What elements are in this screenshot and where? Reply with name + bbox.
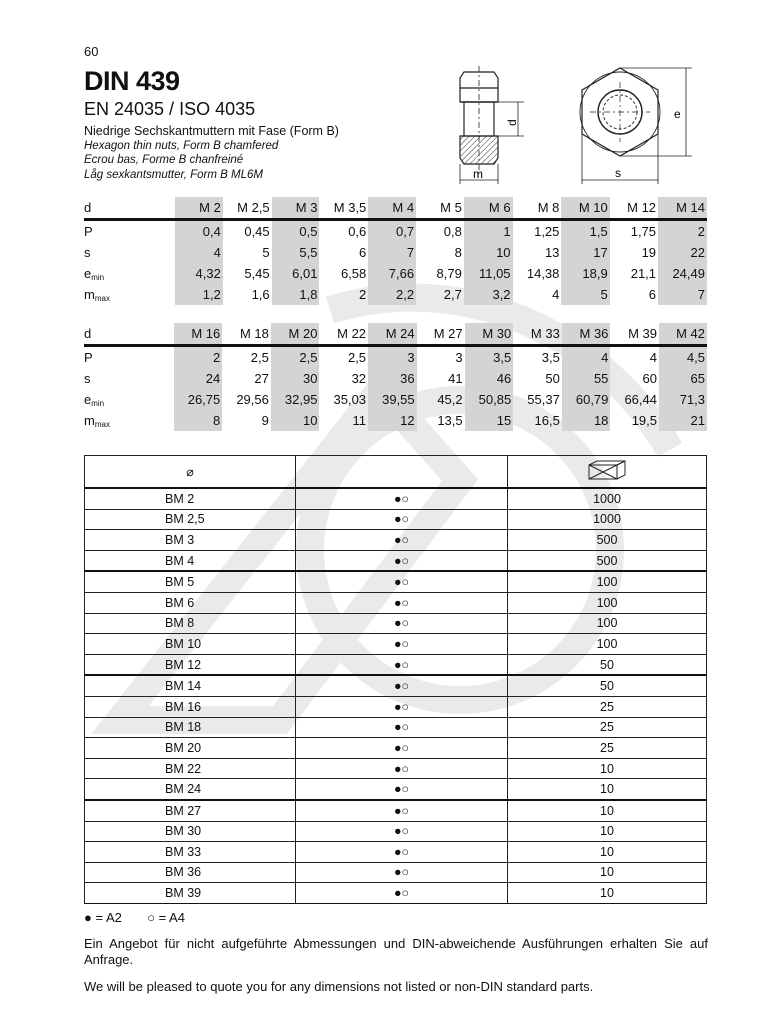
dimension-row <box>84 263 707 284</box>
dimension-row <box>84 346 707 369</box>
row-label <box>84 368 174 389</box>
quantity-cell: 1000 <box>508 509 707 530</box>
value-cell: 32 <box>351 371 367 386</box>
value-cell: 3,5 <box>465 346 514 369</box>
packaging-row <box>85 821 707 842</box>
value-cell: 35,03 <box>333 392 367 407</box>
material-cell: ●○ <box>296 800 508 821</box>
value-cell: 12 <box>368 410 417 431</box>
material-cell: ●○ <box>296 530 508 551</box>
material-cell: ●○ <box>296 550 508 571</box>
value-cell: 32,95 <box>271 389 320 410</box>
value-cell: 0,45 <box>244 224 270 239</box>
page-title: DIN 439 <box>84 66 180 96</box>
quantity-cell: 100 <box>508 613 707 634</box>
size-header-row <box>84 197 707 220</box>
size-cell: M 14 <box>658 197 707 220</box>
size-cell: BM 12 <box>85 654 296 675</box>
value-cell: 55,37 <box>527 392 560 407</box>
value-cell: 2 <box>174 346 223 369</box>
size-cell: M 18 <box>222 323 271 346</box>
value-cell: 1,2 <box>175 284 223 305</box>
size-cell: BM 16 <box>85 696 296 717</box>
packaging-row <box>85 717 707 738</box>
size-cell: M 30 <box>465 323 514 346</box>
quantity-cell: 50 <box>508 654 707 675</box>
value-cell: 45,2 <box>437 392 463 407</box>
value-cell: 27 <box>254 371 269 386</box>
value-cell: 50,85 <box>465 389 514 410</box>
label-d: d <box>505 119 519 126</box>
value-cell: 11,05 <box>464 263 513 284</box>
value-cell: 2 <box>658 220 707 243</box>
value-cell: 17 <box>561 242 609 263</box>
value-cell: 16,5 <box>534 413 560 428</box>
value-cell: 3 <box>455 350 463 365</box>
size-cell: BM 14 <box>85 675 296 696</box>
value-cell: 21 <box>659 410 707 431</box>
quantity-cell: 10 <box>508 779 707 800</box>
material-cell: ●○ <box>296 842 508 863</box>
material-cell: ●○ <box>296 862 508 883</box>
row-label <box>84 346 174 369</box>
size-cell: M 12 <box>610 197 658 220</box>
value-cell: 7 <box>658 284 707 305</box>
material-cell: ●○ <box>296 696 508 717</box>
packaging-row <box>85 675 707 696</box>
size-cell: M 3 <box>272 197 320 220</box>
material-cell: ●○ <box>296 758 508 779</box>
size-cell: BM 24 <box>85 779 296 800</box>
legend-a2: ● = A2 <box>84 910 122 925</box>
size-cell: BM 3 <box>85 530 296 551</box>
size-cell: BM 18 <box>85 717 296 738</box>
value-cell: 2,5 <box>250 350 269 365</box>
value-cell: 4 <box>175 242 223 263</box>
value-cell: 19,5 <box>631 413 657 428</box>
value-cell: 55 <box>562 368 611 389</box>
packaging-row <box>85 654 707 675</box>
row-label <box>84 263 175 284</box>
material-cell: ●○ <box>296 509 508 530</box>
value-cell: 30 <box>271 368 320 389</box>
value-cell: 1 <box>464 220 513 243</box>
value-cell: 18,9 <box>561 263 609 284</box>
value-cell: 1,75 <box>630 224 657 239</box>
size-cell: BM 20 <box>85 738 296 759</box>
quantity-cell: 25 <box>508 738 707 759</box>
row-label-symbol: s <box>84 245 91 260</box>
diameter-symbol-icon: ⌀ <box>186 465 194 479</box>
dimension-table-large <box>84 323 707 431</box>
quantity-cell: 100 <box>508 571 707 592</box>
size-cell: BM 39 <box>85 883 296 904</box>
quantity-cell: 1000 <box>508 488 707 509</box>
value-cell: 1,8 <box>272 284 320 305</box>
value-cell: 24 <box>174 368 223 389</box>
row-label <box>84 220 175 243</box>
size-cell: M 42 <box>659 323 707 346</box>
value-cell: 50 <box>545 371 560 386</box>
value-cell: 0,8 <box>443 224 462 239</box>
size-cell: M 3,5 <box>319 197 368 220</box>
size-cell: M 20 <box>271 323 320 346</box>
packaging-row <box>85 530 707 551</box>
value-cell: 60,79 <box>562 389 611 410</box>
size-cell: M 2,5 <box>223 197 272 220</box>
value-cell: 1,6 <box>251 287 270 302</box>
row-label-symbol: e <box>84 265 92 281</box>
quantity-cell: 50 <box>508 675 707 696</box>
material-cell: ●○ <box>296 675 508 696</box>
value-cell: 2,7 <box>443 287 462 302</box>
material-cell: ●○ <box>296 738 508 759</box>
material-cell: ●○ <box>296 883 508 904</box>
row-label-subscript: min <box>91 272 105 282</box>
material-cell: ●○ <box>296 592 508 613</box>
size-cell: BM 27 <box>85 800 296 821</box>
note-english: We will be pleased to quote you for any dimensions not listed or non-DIN standard parts. <box>84 979 594 994</box>
value-cell: 5 <box>262 245 270 260</box>
quantity-cell: 10 <box>508 842 707 863</box>
quantity-cell: 500 <box>508 550 707 571</box>
value-cell: 13 <box>544 245 560 260</box>
value-cell: 36 <box>368 368 417 389</box>
size-cell: BM 30 <box>85 821 296 842</box>
value-cell: 41 <box>448 371 463 386</box>
row-label <box>84 284 175 305</box>
value-cell: 15 <box>465 410 514 431</box>
packaging-row <box>85 613 707 634</box>
material-cell: ●○ <box>296 654 508 675</box>
value-cell: 6 <box>359 245 367 260</box>
value-cell: 4 <box>562 346 611 369</box>
value-cell: 10 <box>464 242 513 263</box>
value-cell: 19 <box>641 245 657 260</box>
value-cell: 5,5 <box>272 242 320 263</box>
size-cell: M 5 <box>416 197 464 220</box>
packaging-row <box>85 883 707 904</box>
row-label-symbol: m <box>84 286 95 302</box>
quantity-cell: 500 <box>508 530 707 551</box>
quantity-cell: 10 <box>508 758 707 779</box>
row-label-symbol: P <box>84 350 93 365</box>
quantity-cell: 10 <box>508 821 707 842</box>
diameter-header <box>85 456 296 489</box>
value-cell: 46 <box>465 368 514 389</box>
value-cell: 2,5 <box>271 346 320 369</box>
material-cell: ●○ <box>296 717 508 738</box>
dimension-row <box>84 220 707 243</box>
value-cell: 0,4 <box>175 220 223 243</box>
label-e: e <box>674 107 681 121</box>
quantity-cell: 100 <box>508 634 707 655</box>
size-cell: M 22 <box>319 323 368 346</box>
product-description <box>84 124 339 182</box>
value-cell: 29,56 <box>236 392 269 407</box>
description-de: Niedrige Sechskantmuttern mit Fase (Form B) <box>84 124 339 138</box>
value-cell: 6,01 <box>272 263 320 284</box>
dimension-row <box>84 410 707 431</box>
description-fr: Ecrou bas, Forme B chanfreiné <box>84 154 244 166</box>
value-cell: 39,55 <box>368 389 417 410</box>
header-label: d <box>84 323 174 346</box>
size-cell: M 39 <box>610 323 659 346</box>
value-cell: 10 <box>271 410 320 431</box>
label-s: s <box>615 166 621 180</box>
packaging-row <box>85 758 707 779</box>
value-cell: 71,3 <box>659 389 707 410</box>
value-cell: 9 <box>261 413 269 428</box>
value-cell: 5 <box>561 284 609 305</box>
description-sv: Låg sexkantsmutter, Form B ML6M <box>84 168 263 181</box>
legend-a4: ○ = A4 <box>147 910 185 925</box>
value-cell: 22 <box>658 242 707 263</box>
top-view <box>580 68 692 184</box>
packaging-table <box>84 455 707 904</box>
row-label-symbol: e <box>84 391 92 407</box>
value-cell: 18 <box>562 410 611 431</box>
value-cell: 0,7 <box>368 220 416 243</box>
size-cell: BM 10 <box>85 634 296 655</box>
value-cell: 66,44 <box>624 392 657 407</box>
value-cell: 3,5 <box>541 350 560 365</box>
nut-technical-drawing <box>430 62 710 190</box>
material-cell: ●○ <box>296 488 508 509</box>
quantity-cell: 10 <box>508 883 707 904</box>
packaging-row <box>85 509 707 530</box>
material-cell: ●○ <box>296 613 508 634</box>
value-cell: 6,58 <box>340 266 367 281</box>
packaging-row <box>85 738 707 759</box>
packaging-header <box>85 456 707 489</box>
material-header <box>296 456 508 489</box>
value-cell: 14,38 <box>526 266 560 281</box>
value-cell: 5,45 <box>244 266 270 281</box>
value-cell: 0,5 <box>272 220 320 243</box>
packaging-row <box>85 634 707 655</box>
value-cell: 0,6 <box>348 224 367 239</box>
row-label-subscript: min <box>91 398 105 408</box>
size-cell: M 33 <box>513 323 562 346</box>
value-cell: 7,66 <box>368 263 416 284</box>
packaging-row <box>85 550 707 571</box>
material-legend <box>84 910 185 925</box>
value-cell: 3 <box>368 346 417 369</box>
value-cell: 1,25 <box>534 224 560 239</box>
size-header-row <box>84 323 707 346</box>
material-cell: ●○ <box>296 571 508 592</box>
value-cell: 65 <box>659 368 707 389</box>
value-cell: 3,2 <box>464 284 513 305</box>
packaging-row <box>85 800 707 821</box>
value-cell: 4 <box>649 350 657 365</box>
dimension-row <box>84 242 707 263</box>
value-cell: 7 <box>368 242 416 263</box>
size-cell: BM 4 <box>85 550 296 571</box>
dimension-row <box>84 368 707 389</box>
quantity-cell: 10 <box>508 862 707 883</box>
value-cell: 6 <box>648 287 657 302</box>
value-cell: 24,49 <box>658 263 707 284</box>
packaging-row <box>85 696 707 717</box>
packaging-row <box>85 842 707 863</box>
description-en: Hexagon thin nuts, Form B chamfered <box>84 139 279 152</box>
packaging-row <box>85 779 707 800</box>
material-cell: ●○ <box>296 634 508 655</box>
material-cell: ●○ <box>296 779 508 800</box>
packaging-row <box>85 592 707 613</box>
size-cell: BM 2 <box>85 488 296 509</box>
row-label <box>84 242 175 263</box>
note-german: Ein Angebot für nicht aufgeführte Abmessungen und DIN-abweichende Ausführungen erhalten Sie auf Anfrage. <box>84 936 708 967</box>
value-cell: 4,32 <box>175 263 223 284</box>
row-label-subscript: max <box>94 419 110 429</box>
row-label-subscript: max <box>94 293 110 303</box>
header-label: d <box>84 197 175 220</box>
size-cell: M 8 <box>513 197 562 220</box>
quantity-header <box>508 456 707 489</box>
value-cell: 2,5 <box>347 350 367 365</box>
value-cell: 60 <box>642 371 657 386</box>
size-cell: M 2 <box>175 197 223 220</box>
size-cell: M 27 <box>417 323 465 346</box>
value-cell: 13,5 <box>437 413 463 428</box>
value-cell: 11 <box>352 413 367 428</box>
size-cell: M 4 <box>368 197 416 220</box>
dimension-row <box>84 284 707 305</box>
row-label-symbol: m <box>84 412 95 428</box>
packaging-row <box>85 571 707 592</box>
size-cell: BM 22 <box>85 758 296 779</box>
size-cell: BM 2,5 <box>85 509 296 530</box>
value-cell: 26,75 <box>174 389 223 410</box>
value-cell: 2 <box>359 287 367 302</box>
packaging-row <box>85 488 707 509</box>
value-cell: 2,2 <box>368 284 416 305</box>
value-cell: 4 <box>552 287 560 302</box>
size-cell: M 36 <box>562 323 611 346</box>
value-cell: 8,79 <box>436 266 462 281</box>
dimension-table-small <box>84 197 707 305</box>
packaging-row <box>85 862 707 883</box>
material-cell: ●○ <box>296 821 508 842</box>
size-cell: M 24 <box>368 323 417 346</box>
quantity-cell: 10 <box>508 800 707 821</box>
value-cell: 4,5 <box>659 346 707 369</box>
standard-subtitle: EN 24035 / ISO 4035 <box>84 99 256 119</box>
size-cell: BM 33 <box>85 842 296 863</box>
row-label <box>84 410 174 431</box>
size-cell: BM 5 <box>85 571 296 592</box>
size-cell: BM 8 <box>85 613 296 634</box>
page-number: 60 <box>84 44 99 59</box>
value-cell: 8 <box>174 410 223 431</box>
value-cell: 21,1 <box>630 266 657 281</box>
quantity-cell: 25 <box>508 717 707 738</box>
size-cell: M 10 <box>561 197 609 220</box>
quantity-cell: 100 <box>508 592 707 613</box>
quantity-cell: 25 <box>508 696 707 717</box>
value-cell: 8 <box>454 245 462 260</box>
row-label-symbol: s <box>84 371 91 386</box>
value-cell: 1,5 <box>561 220 609 243</box>
size-cell: BM 36 <box>85 862 296 883</box>
row-label <box>84 389 174 410</box>
size-cell: M 16 <box>174 323 223 346</box>
size-cell: BM 6 <box>85 592 296 613</box>
box-icon <box>587 459 627 481</box>
dimension-row <box>84 389 707 410</box>
row-label-symbol: P <box>84 224 93 239</box>
size-cell: M 6 <box>464 197 513 220</box>
label-m: m <box>473 167 483 181</box>
